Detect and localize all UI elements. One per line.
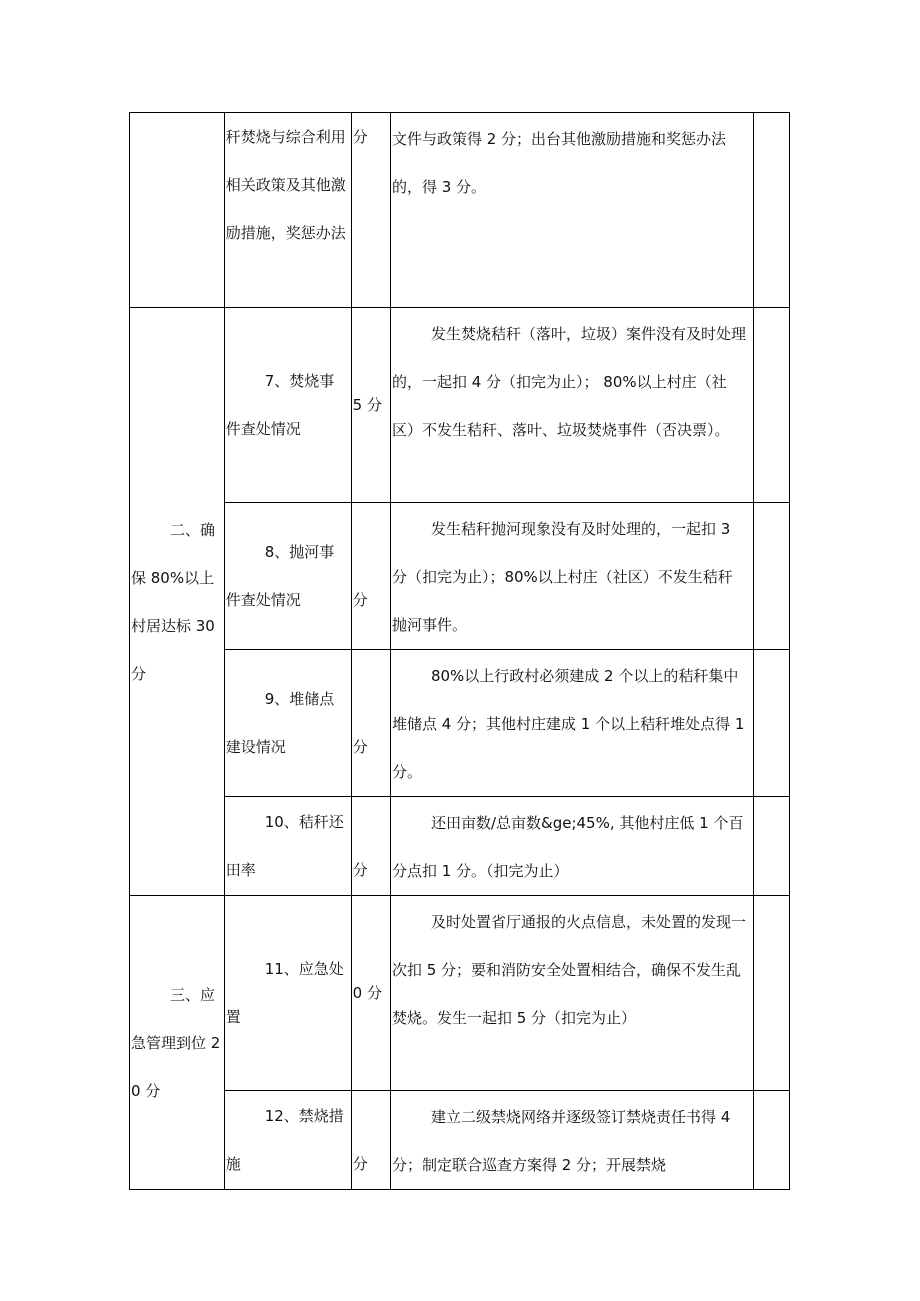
item-cell (224, 896, 351, 1091)
item-label: 9、堆储点建设情况 (225, 690, 335, 756)
item-cell (224, 650, 351, 797)
item-label: 8、抛河事件查处情况 (225, 543, 335, 609)
table-row (130, 1091, 790, 1190)
item-cell (224, 1091, 351, 1190)
extra-cell (753, 503, 789, 650)
item-cell (224, 503, 351, 650)
desc-text: 文件与政策得 2 分；出台其他激励措施和奖惩办法的，得 3 分。 (391, 130, 727, 196)
points-cell (351, 308, 390, 503)
item-label: 11、应急处置 (225, 960, 344, 1026)
category-cell (130, 308, 225, 896)
category-label: 二、确保 80%以上村居达标 30 分 (131, 520, 216, 683)
desc-text: 建立二级禁烧网络并逐级签订禁烧责任书得 4 分；制定联合巡查方案得 2 分；开展禁烧 (391, 1108, 731, 1174)
points-label: 分 (352, 861, 368, 879)
points-label: 分 (352, 128, 368, 146)
category-cell-empty (130, 113, 225, 308)
points-cell (351, 797, 390, 896)
item-label: 12、禁烧措施 (225, 1107, 344, 1173)
extra-cell (753, 308, 789, 503)
table-row (130, 797, 790, 896)
desc-cell (390, 113, 753, 308)
category-cell (130, 896, 225, 1190)
desc-cell (390, 308, 753, 503)
points-label: 分 (352, 591, 368, 609)
item-label: 10、秸秆还田率 (225, 813, 344, 879)
points-cell (351, 503, 390, 650)
points-label: 分 (352, 738, 368, 756)
table-row (130, 503, 790, 650)
table-row (130, 113, 790, 308)
desc-text: 发生秸秆抛河现象没有及时处理的，一起扣 3 分（扣完为止）；80%以上村庄（社区）不发生秸秆抛河事件。 (391, 520, 733, 634)
table-row (130, 896, 790, 1091)
desc-cell (390, 1091, 753, 1190)
table-row (130, 308, 790, 503)
desc-cell (390, 896, 753, 1091)
item-label: 秆焚烧与综合利用相关政策及其他激励措施，奖惩办法 (225, 128, 346, 242)
extra-cell (753, 896, 789, 1091)
item-label: 7、焚烧事件查处情况 (225, 372, 335, 438)
scoring-table (129, 112, 790, 1190)
points-cell (351, 650, 390, 797)
desc-cell (390, 503, 753, 650)
category-label: 三、应急管理到位 20 分 (131, 985, 221, 1100)
desc-text: 80%以上行政村必须建成 2 个以上的秸秆集中堆储点 4 分；其他村庄建成 1 个以上秸秆堆处点得 1 分。 (391, 667, 745, 781)
extra-cell (753, 113, 789, 308)
desc-text: 及时处置省厅通报的火点信息，未处置的发现一次扣 5 分；要和消防安全处置相结合，确保不发生乱焚烧。发生一起扣 5 分（扣完为止） (391, 913, 746, 1027)
desc-cell (390, 650, 753, 797)
points-cell (351, 896, 390, 1091)
extra-cell (753, 797, 789, 896)
desc-text: 发生焚烧秸秆（落叶，垃圾）案件没有及时处理的，一起扣 4 分（扣完为止）； 80%以上村庄（社区）不发生秸秆、落叶、垃圾焚烧事件（否决票）。 (391, 325, 746, 439)
desc-text: 还田亩数/总亩数&ge;45%, 其他村庄低 1 个百分点扣 1 分。（扣完为止） (391, 814, 744, 880)
points-cell (351, 113, 390, 308)
item-cell (224, 797, 351, 896)
item-cell (224, 113, 351, 308)
points-label: 分 (352, 1155, 368, 1173)
extra-cell (753, 1091, 789, 1190)
points-label: 5 分 (352, 396, 382, 414)
item-cell (224, 308, 351, 503)
table-row (130, 650, 790, 797)
desc-cell (390, 797, 753, 896)
points-cell (351, 1091, 390, 1190)
extra-cell (753, 650, 789, 797)
points-label: 0 分 (352, 984, 382, 1002)
